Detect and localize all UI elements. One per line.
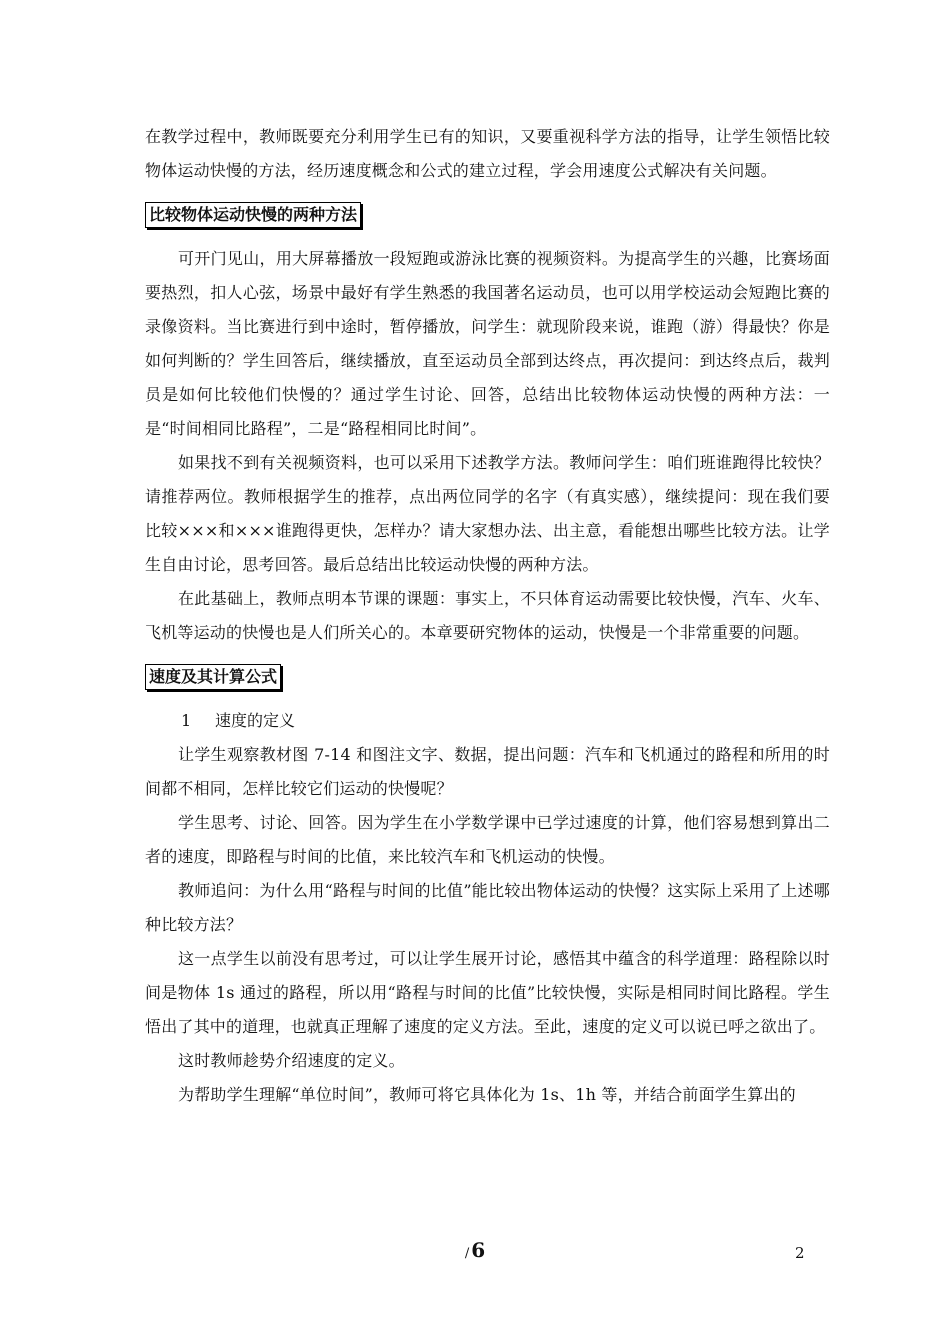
subsection-title xyxy=(145,704,830,738)
intro-paragraph: 在教学过程中，教师既要充分利用学生已有的知识，又要重视科学方法的指导，让学生领悟比较物体运动快慢的方法，经历速度概念和公式的建立过程，学会用速度公式解决有关问题。 xyxy=(145,127,830,180)
section2-paragraph-5: 这时教师趁势介绍速度的定义。 xyxy=(178,1051,405,1070)
section2-paragraph-3: 教师追问：为什么用“路程与时间的比值”能比较出物体运动的快慢？这实际上采用了上述哪种比较方法？ xyxy=(145,881,830,934)
section1-heading: 比较物体运动快慢的两种方法 xyxy=(145,202,361,228)
section1-heading-wrap xyxy=(145,188,830,242)
section2-paragraph-4: 这一点学生以前没有思考过，可以让学生展开讨论，感悟其中蕴含的科学道理：路程除以时间是物体 1s 通过的路程，所以用“路程与时间的比值”比较快慢，实际是相同时间比路程。学生悟出了其中的道理，也就真正理解了速度的定义方法。至此，速度的定义可以说已呼之欲出了。 xyxy=(145,949,830,1036)
section2-heading-wrap xyxy=(145,650,830,704)
page-number: 2 xyxy=(795,1244,805,1262)
subsection-label: 速度的定义 xyxy=(215,711,296,730)
section2-paragraph-1: 让学生观察教材图 7-14 和图注文字、数据，提出问题：汽车和飞机通过的路程和所用的时间都不相同，怎样比较它们运动的快慢呢？ xyxy=(145,745,830,798)
section1-paragraph-1: 可开门见山，用大屏幕播放一段短跑或游泳比赛的视频资料。为提高学生的兴趣，比赛场面要热烈，扣人心弦，场景中最好有学生熟悉的我国著名运动员，也可以用学校运动会短跑比赛的录像资料。当比赛进行到中途时，暂停播放，问学生：就现阶段来说，谁跑（游）得最快？你是如何判断的？学生回答后，继续播放，直至运动员全部到达终点，再次提问：到达终点后，裁判员是如何比较他们快慢的？通过学生讨论、回答，总结出比较物体运动快慢的两种方法：一是“时间相同比路程”，二是“路程相同比时间”。 xyxy=(145,249,830,438)
section1-paragraph-2: 如果找不到有关视频资料，也可以采用下述教学方法。教师问学生：咱们班谁跑得比较快？请推荐两位。教师根据学生的推荐，点出两位同学的名字（有真实感），继续提问：现在我们要比较×××和×××谁跑得更快，怎样办？请大家想办法、出主意，看能想出哪些比较方法。让学生自由讨论，思考回答。最后总结出比较运动快慢的两种方法。 xyxy=(145,453,830,574)
section2-paragraph-6: 为帮助学生理解“单位时间”，教师可将它具体化为 1s、1h 等，并结合前面学生算出的 xyxy=(178,1085,796,1104)
section2-heading: 速度及其计算公式 xyxy=(145,664,281,690)
section1-paragraph-3: 在此基础上，教师点明本节课的课题：事实上，不只体育运动需要比较快慢，汽车、火车、飞机等运动的快慢也是人们所关心的。本章要研究物体的运动，快慢是一个非常重要的问题。 xyxy=(145,589,830,642)
section2-paragraph-2: 学生思考、讨论、回答。因为学生在小学数学课中已学过速度的计算，他们容易想到算出二者的速度，即路程与时间的比值，来比较汽车和飞机运动的快慢。 xyxy=(145,813,830,866)
page-total-footer xyxy=(0,1238,950,1262)
page-content xyxy=(145,120,830,1112)
footer-slash: / xyxy=(464,1246,470,1261)
total-pages: 6 xyxy=(471,1238,486,1262)
subsection-number: 1 xyxy=(181,711,192,730)
